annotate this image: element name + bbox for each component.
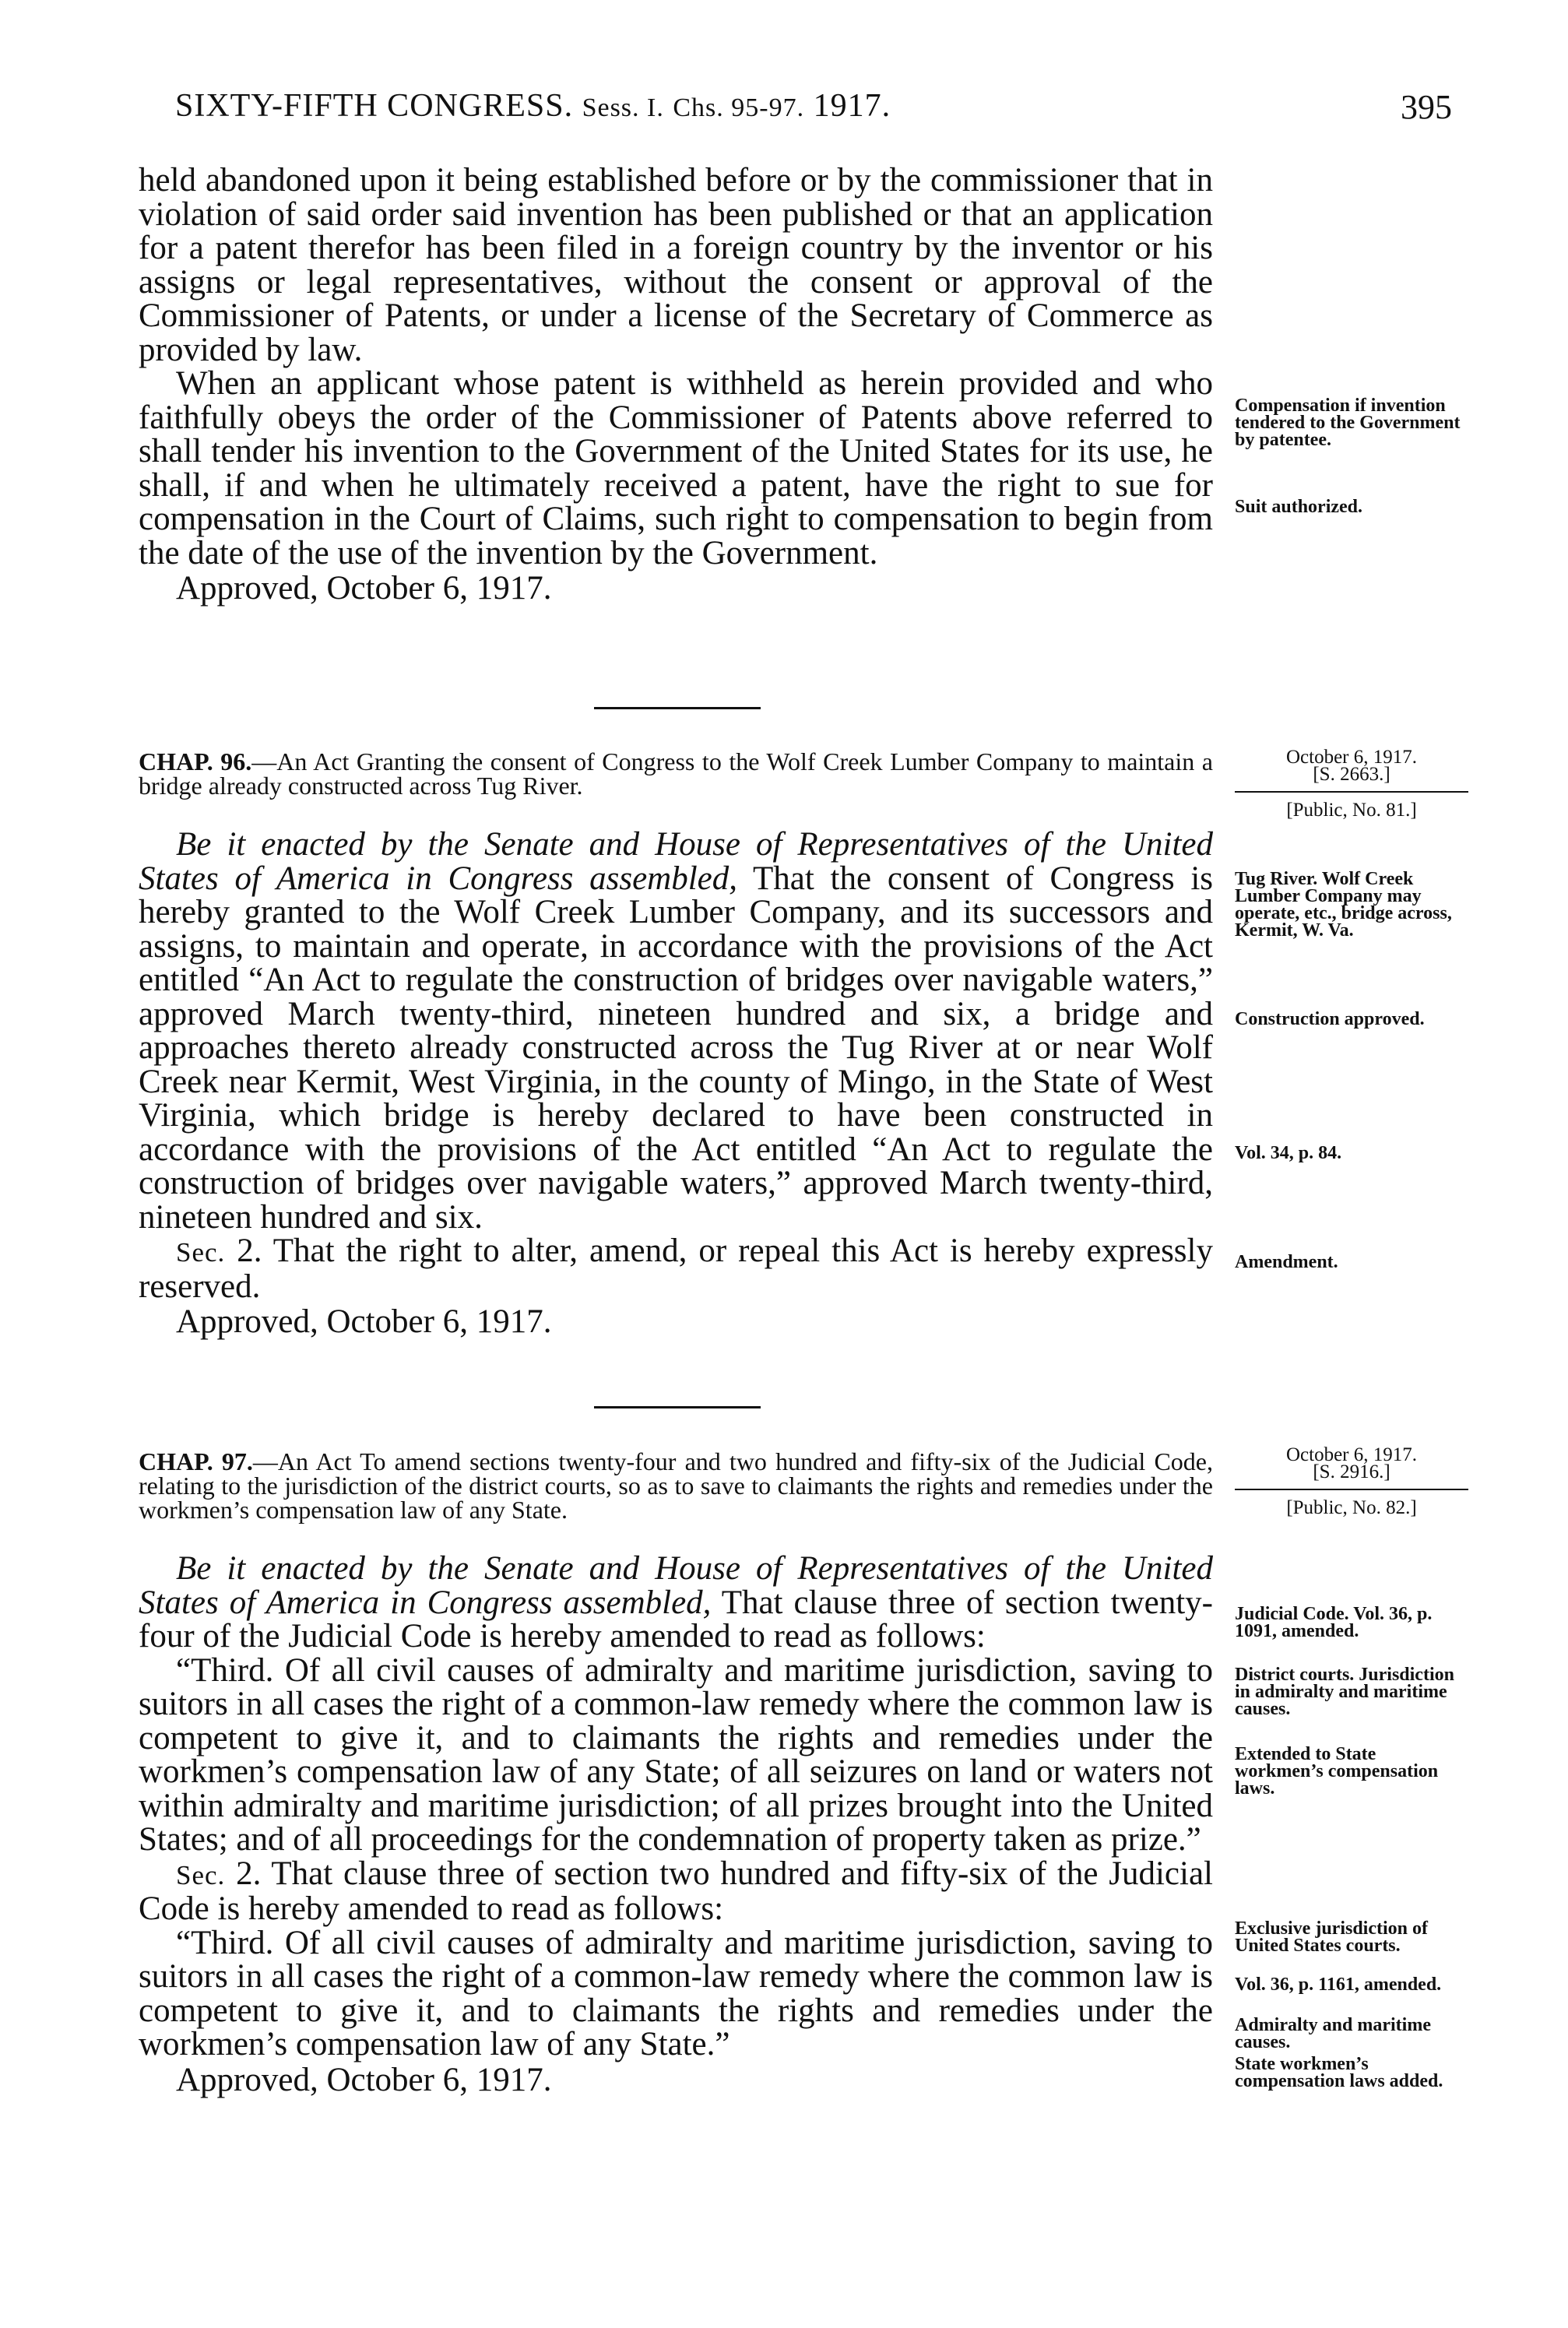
margin-note-amendment: Amendment. xyxy=(1235,1252,1338,1272)
section-label: Sec. xyxy=(176,1237,226,1268)
margin-divider xyxy=(1235,791,1468,793)
section-2 xyxy=(139,1234,1213,1303)
approved-line: Approved, October 6, 1917. xyxy=(176,570,552,607)
body-text: That the consent of Congress is hereby granted to the Wolf Creek Lumber Company, and its successors and assigns, to maintain and operate, in accordance with the provisions of the Act entitled “An Act to regulate the construction of bridges over navigable waters,” approved March twenty-third, nineteen hundred and six, a bridge and approaches thereto already constructed across the Tug River at or near Wolf Creek near Kermit, West Virginia, in the county of Mingo, in the State of West Virginia, which bridge is hereby declared to have been constructed in accordance with the provisions of the Act entitled “An Act to regulate the construction of bridges over navigable waters,” approved March twenty-third, nineteen hundred and six. xyxy=(139,860,1213,1236)
chapter-title: —An Act Granting the consent of Congress to the Wolf Creek Lumber Company to maintain a bridge already constructed across Tug River. xyxy=(139,747,1214,800)
margin-public-law: [Public, No. 81.] xyxy=(1286,800,1417,821)
margin-public-law: [Public, No. 82.] xyxy=(1286,1497,1417,1518)
running-title-chapters: Chs. 95-97. xyxy=(673,93,805,122)
running-title xyxy=(175,87,891,125)
chapter-label: CHAP. 97. xyxy=(139,1447,253,1475)
margin-chapter-info xyxy=(1235,749,1468,819)
page-number: 395 xyxy=(1401,88,1452,126)
section-label: Sec. xyxy=(176,1859,226,1890)
chapter-body xyxy=(139,1552,1213,1654)
margin-note-suit: Suit authorized. xyxy=(1235,497,1363,517)
margin-date: October 6, 1917. xyxy=(1285,1444,1418,1465)
margin-note-compensation: Compensation if invention tendered to the Government by patentee. xyxy=(1235,396,1461,450)
margin-note-admiralty: Admiralty and maritime causes. xyxy=(1235,2015,1431,2052)
approved-line: Approved, October 6, 1917. xyxy=(176,2061,552,2098)
margin-note-exclusive: Exclusive jurisdiction of United States courts. xyxy=(1235,1918,1429,1956)
margin-bill: [S. 2916.] xyxy=(1313,1461,1390,1482)
margin-note-vol-36: Vol. 36, p. 1161, amended. xyxy=(1235,1975,1442,1995)
enacting-clause: Be it enacted by the Senate and House of Representatives of the United States of America in Congress assembled, xyxy=(139,826,1213,897)
margin-note-judicial-code: Judicial Code. Vol. 36, p. 1091, amended. xyxy=(1235,1604,1433,1641)
chapter-title: —An Act To amend sections twenty-four and two hundred and fifty-six of the Judicial Code, relating to the jurisdiction of the district courts, so as to save to claimants the rights and remedies under the workmen’s compensation law of any State. xyxy=(139,1447,1214,1524)
margin-divider xyxy=(1235,1489,1468,1490)
chapter-96 xyxy=(139,747,1214,1340)
approved-line: Approved, October 6, 1917. xyxy=(176,1303,552,1340)
running-title-year: 1917. xyxy=(813,88,891,124)
quoted-clause-2: “Third. Of all civil causes of admiralty and maritime jurisdiction, saving to suitors in all cases the right of a common-law remedy where the common law is competent to give it, and to claimants the rights and remedies under the workmen’s compensation law of any State.” xyxy=(139,1924,1213,2062)
margin-note-district-courts: District courts. Jurisdiction in admiralty and maritime causes. xyxy=(1235,1665,1454,1719)
margin-note-extended: Extended to State workmen’s compensation laws. xyxy=(1235,1744,1439,1799)
continued-paragraph: held abandoned upon it being established before or by the commissioner that in violation of said order said invention has been published or that an application for a patent therefor has been filed in a foreign country by the inventor or his assigns or legal representatives, without the consent or approval of the Commissioner of Patents, or under a license of the Secretary of Commerce as provided by law. xyxy=(139,162,1213,368)
enacting-clause: Be it enacted by the Senate and House of Representatives of the United States of America in Congress assembled, xyxy=(139,1550,1213,1621)
section-text: 2. That clause three of section two hundred and fifty-six of the Judicial Code is hereby amended to read as follows: xyxy=(139,1855,1213,1927)
running-title-session: Sess. I. xyxy=(582,93,664,122)
section-2 xyxy=(139,1857,1213,1926)
margin-chapter-info xyxy=(1235,1444,1468,1518)
section-text: 2. That the right to alter, amend, or repeal this Act is hereby expressly reserved. xyxy=(139,1233,1213,1305)
chapter-label: CHAP. 96. xyxy=(139,747,252,775)
chapter-97 xyxy=(139,1447,1214,2098)
margin-note-construction: Construction approved. xyxy=(1235,1009,1425,1029)
quoted-clause-1: “Third. Of all civil causes of admiralty and maritime jurisdiction, saving to suitors in all cases the right of a common-law remedy where the common law is competent to give it, and to claimants the rights and remedies under the workmen’s compensation law of any State; of all seizures on land or waters not within admiralty and maritime jurisdiction; of all prizes brought into the United States; and of all proceedings for the condemnation of property taken as prize.” xyxy=(139,1651,1213,1858)
section-divider xyxy=(594,1406,761,1408)
chapter-heading xyxy=(139,747,1214,800)
running-header xyxy=(175,87,1452,134)
continued-section xyxy=(139,164,1213,606)
margin-note-tug-river: Tug River. Wolf Creek Lumber Company may operate, etc., bridge across, Kermit, W. Va. xyxy=(1235,869,1452,941)
chapter-body xyxy=(139,828,1213,1234)
compensation-paragraph: When an applicant whose patent is withheld as herein provided and who faithfully obeys the order of the Commissioner of Patents above referred to shall tender his invention to the Government of the United States for its use, he shall, if and when he ultimately received a patent, have the right to sue for compensation in the Court of Claims, such right to compensation to begin from the date of the use of the invention by the Government. xyxy=(139,365,1213,571)
margin-note-state-laws: State workmen’s compensation laws added. xyxy=(1235,2054,1443,2091)
running-title-congress: SIXTY-FIFTH CONGRESS. xyxy=(175,88,574,124)
margin-bill: [S. 2663.] xyxy=(1313,764,1390,785)
margin-note-vol: Vol. 34, p. 84. xyxy=(1235,1143,1342,1163)
margin-date: October 6, 1917. xyxy=(1285,747,1418,768)
section-divider xyxy=(594,707,761,709)
body-text: That clause three of section twenty-four of the Judicial Code is hereby amended to read as follows: xyxy=(139,1584,1213,1655)
chapter-heading xyxy=(139,1447,1214,1524)
